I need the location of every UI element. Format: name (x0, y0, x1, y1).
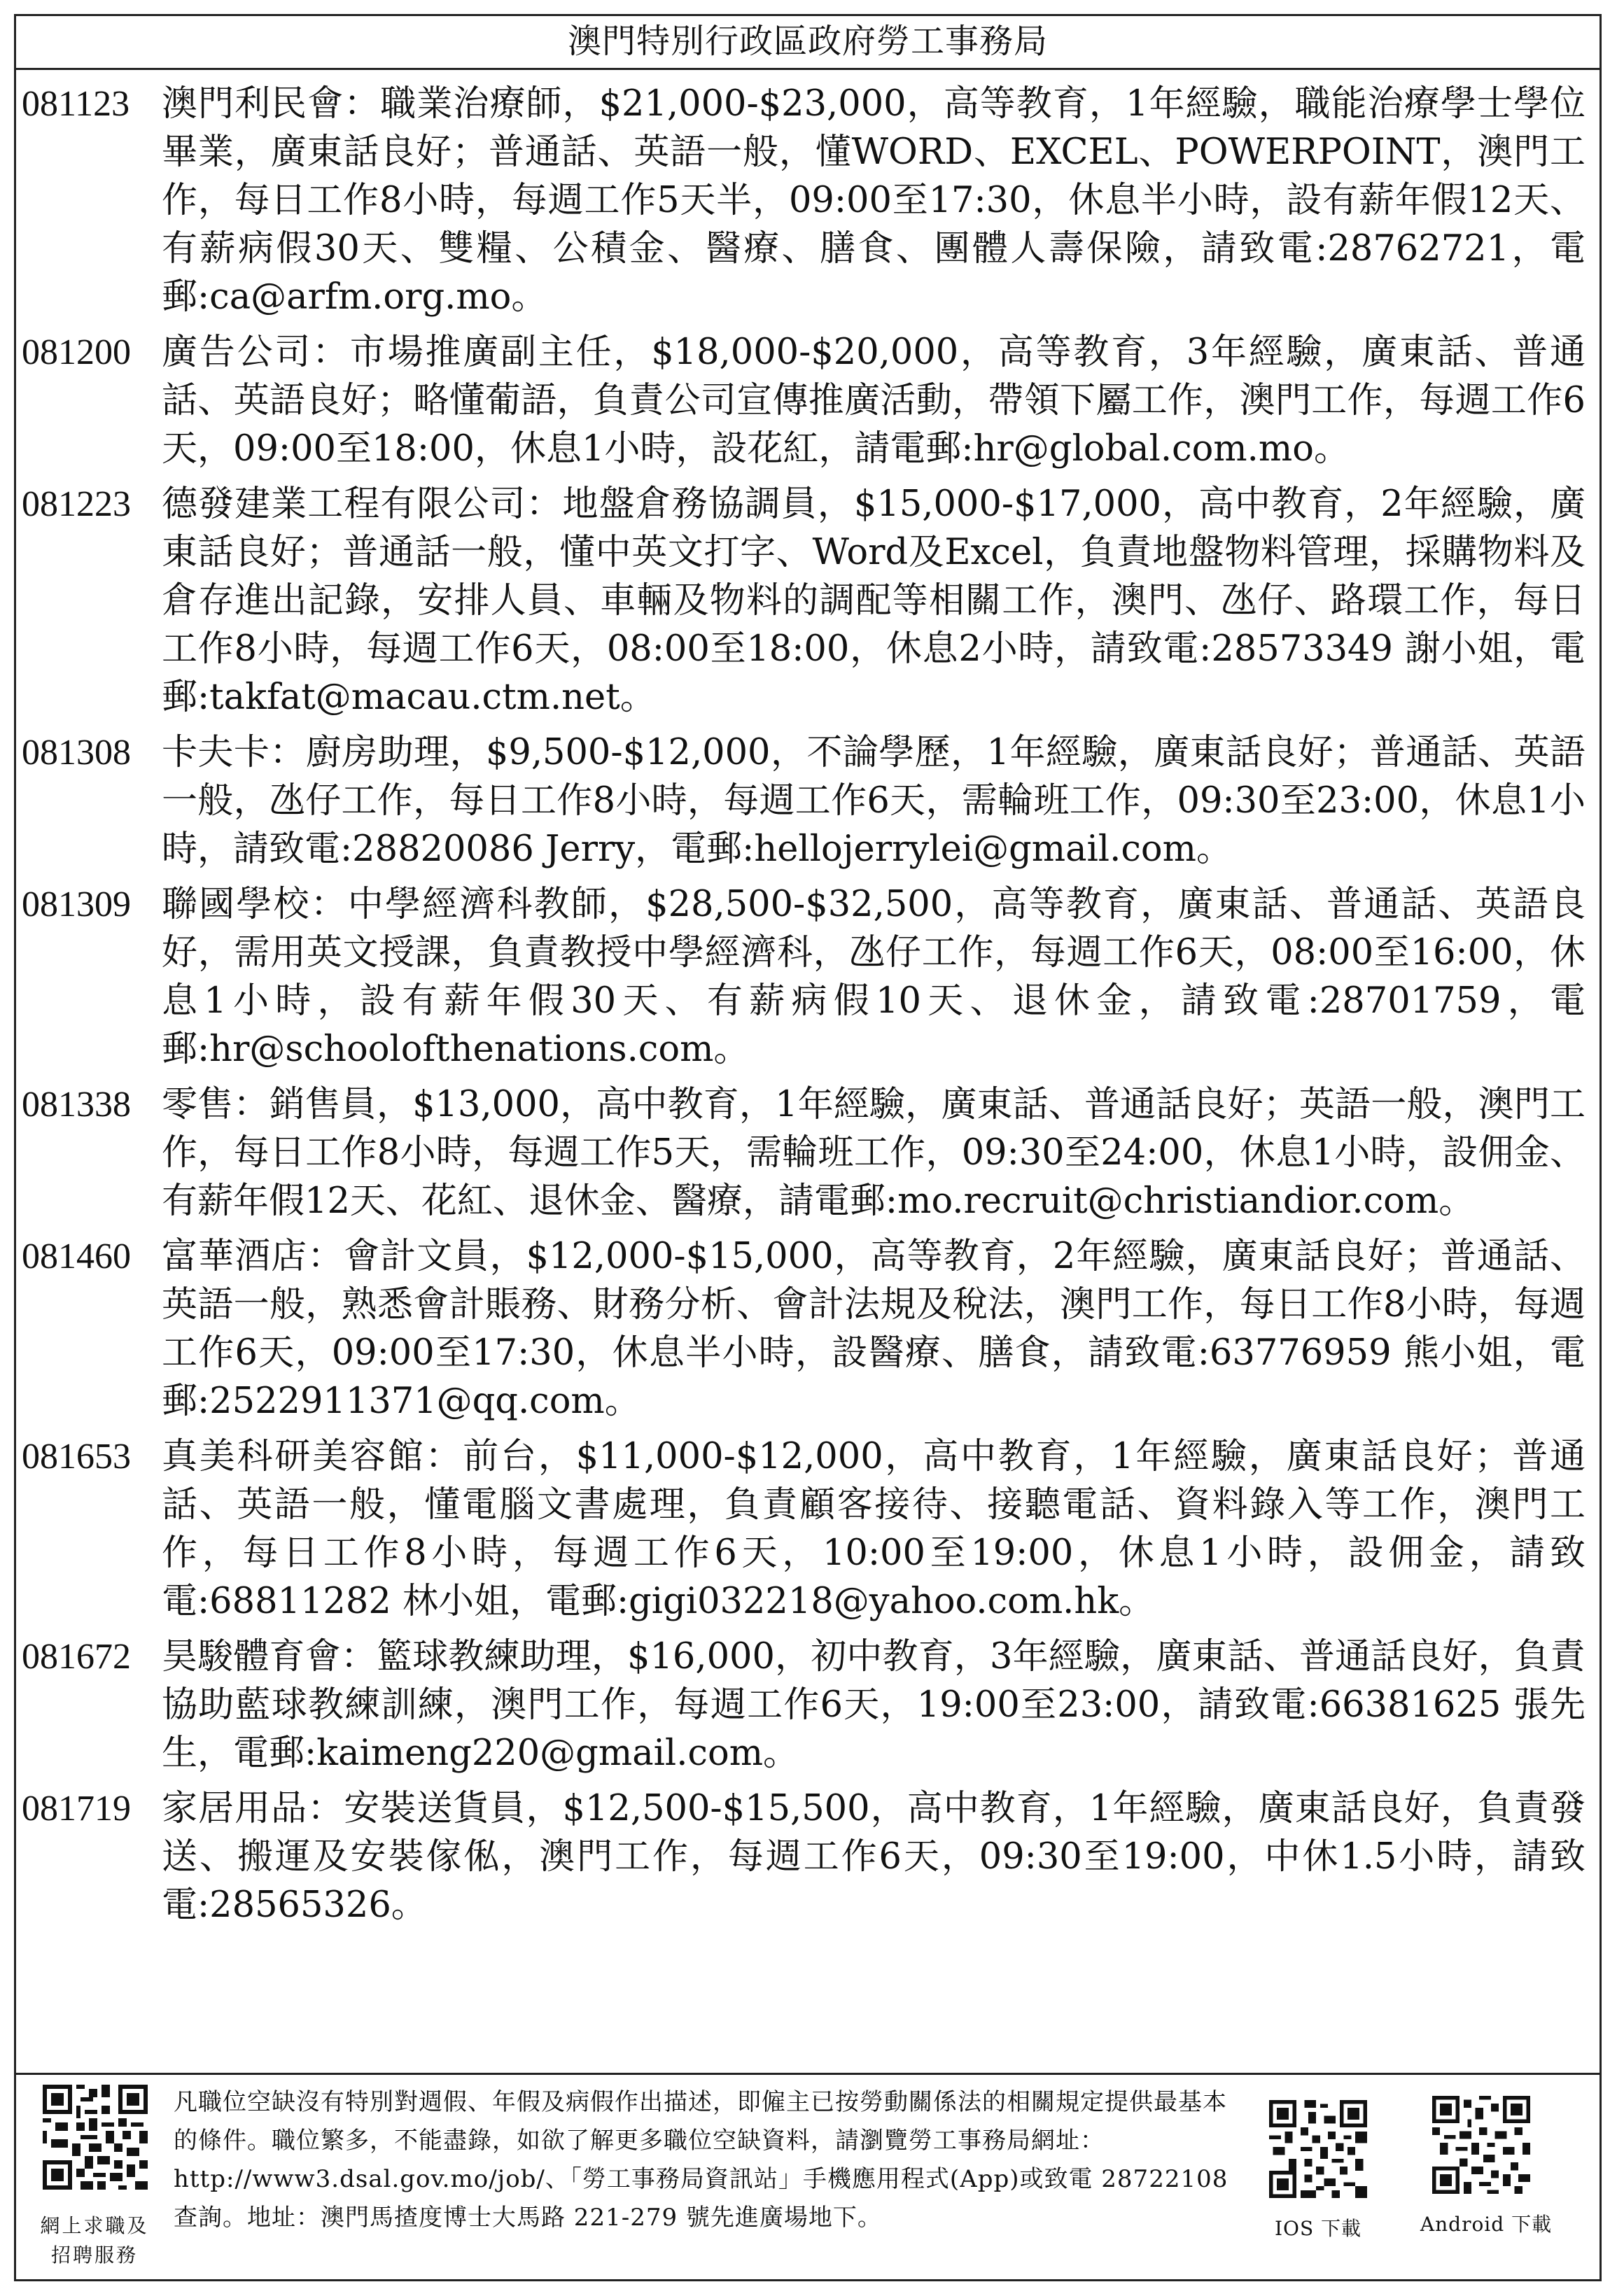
list-item (16, 880, 1600, 1073)
job-listings (16, 70, 1600, 2073)
job-description: 卡夫卡：廚房助理，$9,500-$12,000，不論學歷，1年經驗，廣東話良好；普通話、英語一般，氹仔工作，每日工作8小時，每週工作6天，需輪班工作，09:30至23:00，休息1小時，請致電:28820086 Jerry，電郵:hellojerrylei@gmail.com。 (162, 732, 1586, 870)
job-code: 081460 (22, 1237, 131, 1276)
list-item (16, 1784, 1600, 1929)
ios-download-caption: IOS 下載 (1274, 2217, 1362, 2240)
list-item (16, 1232, 1600, 1425)
job-description: 澳門利民會：職業治療師，$21,000-$23,000，高等教育，1年經驗，職能治療學士學位畢業，廣東話良好；普通話、英語一般，懂WORD、EXCEL、POWERPOINT，澳門工作，每日工作8小時，每週工作5天半，09:00至17:30，休息半小時，設有薪年假12天、有薪病假30天、雙糧、公積金、醫療、膳食、團體人壽保險，請致電:28762721，電郵:ca@arfm.org.mo。 (162, 83, 1586, 318)
job-description: 聯國學校：中學經濟科教師，$28,500-$32,500，高等教育，廣東話、普通話、英語良好，需用英文授課，負責教授中學經濟科，氹仔工作，每週工作6天，08:00至16:00，休息1小時，設有薪年假30天、有薪病假10天、退休金，請致電:28701759，電郵:hr@schoolofthenations.com。 (162, 884, 1586, 1070)
footer (16, 2073, 1600, 2283)
list-item (16, 728, 1600, 873)
job-code: 081338 (22, 1085, 131, 1125)
list-item (16, 1432, 1600, 1626)
job-code: 081719 (22, 1789, 131, 1829)
job-code: 081309 (22, 885, 131, 924)
job-description: 廣告公司：市場推廣副主任，$18,000-$20,000，高等教育，3年經驗，廣東話、普通話、英語良好；略懂葡語，負責公司宣傳推廣活動，帶領下屬工作，澳門工作，每週工作6天，09:00至18:00，休息1小時，設花紅，請電郵:hr@global.com.mo。 (162, 332, 1586, 470)
page-title: 澳門特別行政區政府勞工事務局 (16, 16, 1600, 70)
list-item (16, 328, 1600, 473)
list-item (16, 80, 1600, 321)
job-code: 081653 (22, 1437, 131, 1477)
job-code: 081223 (22, 484, 131, 524)
list-item (16, 1633, 1600, 1777)
job-description: 德發建業工程有限公司：地盤倉務協調員，$15,000-$17,000，高中教育，2年經驗，廣東話良好；普通話一般，懂中英文打字、Word及Excel，負責地盤物料管理，採購物料及倉存進出記錄，安排人員、車輛及物料的調配等相關工作，澳門、氹仔、路環工作，每日工作8小時，每週工作6天，08:00至18:00，休息2小時，請致電:28573349 謝小姐，電郵:takfat@macau.ctm.net。 (162, 484, 1586, 718)
job-description: 昊駿體育會：籃球教練助理，$16,000，初中教育，3年經驗，廣東話、普通話良好，負責協助藍球教練訓練，澳門工作，每週工作6天，19:00至23:00，請致電:66381625 張先生，電郵:kaimeng220@gmail.com。 (162, 1636, 1586, 1774)
job-code: 081200 (22, 332, 131, 372)
list-item (16, 480, 1600, 721)
ios-download-qr-code[interactable] (1269, 2100, 1367, 2198)
job-code: 081123 (22, 84, 130, 124)
job-code: 081308 (22, 733, 131, 773)
android-download-qr-code[interactable] (1432, 2096, 1530, 2194)
job-code: 081672 (22, 1637, 131, 1677)
job-description: 真美科研美容館：前台，$11,000-$12,000，高中教育，1年經驗，廣東話良好；普通話、英語一般，懂電腦文書處理，負責顧客接待、接聽電話、資料錄入等工作，澳門工作，每日工作8小時，每週工作6天，10:00至19:00，休息1小時，設佣金，請致電:68811282 林小姐，電郵:gigi032218@yahoo.com.hk。 (162, 1436, 1586, 1622)
job-listing-sheet (14, 14, 1602, 2281)
vacancy-notice: 凡職位空缺沒有特別對週假、年假及病假作出描述，即僱主已按勞動關係法的相關規定提供最基本的條件。職位繁多，不能盡錄，如欲了解更多職位空缺資料，請瀏覽勞工事務局網址：http://www3.dsal.gov.mo/job/、「勞工事務局資訊站」手機應用程式(App)或致電 28722108 查詢。地址：澳門馬揸度博士大馬路 221-279 號先進廣場地下。 (174, 2088, 1228, 2232)
job-description: 零售：銷售員，$13,000，高中教育，1年經驗，廣東話、普通話良好；英語一般，澳門工作，每日工作8小時，每週工作5天，需輪班工作，09:30至24:00，休息1小時，設佣金、有薪年假12天、花紅、退休金、醫療，請電郵:mo.recruit@christiandior.com。 (162, 1084, 1586, 1222)
job-service-qr-code[interactable] (43, 2085, 148, 2190)
qr-caption-line2: 招聘服務 (50, 2244, 138, 2267)
qr-caption-line1: 網上求職及 (40, 2214, 149, 2237)
job-description: 家居用品：安裝送貨員，$12,500-$15,500，高中教育，1年經驗，廣東話良好，負責發送、搬運及安裝傢俬，澳門工作，每週工作6天，09:30至19:00，中休1.5小時，請致電:28565326。 (162, 1788, 1586, 1926)
job-description: 富華酒店：會計文員，$12,000-$15,000，高等教育，2年經驗，廣東話良好；普通話、英語一般，熟悉會計賬務、財務分析、會計法規及稅法，澳門工作，每日工作8小時，每週工作6天，09:00至17:30，休息半小時，設醫療、膳食，請致電:63776959 熊小姐，電郵:2522911371@qq.com。 (162, 1236, 1586, 1422)
list-item (16, 1080, 1600, 1225)
android-download-caption: Android 下載 (1420, 2213, 1553, 2236)
